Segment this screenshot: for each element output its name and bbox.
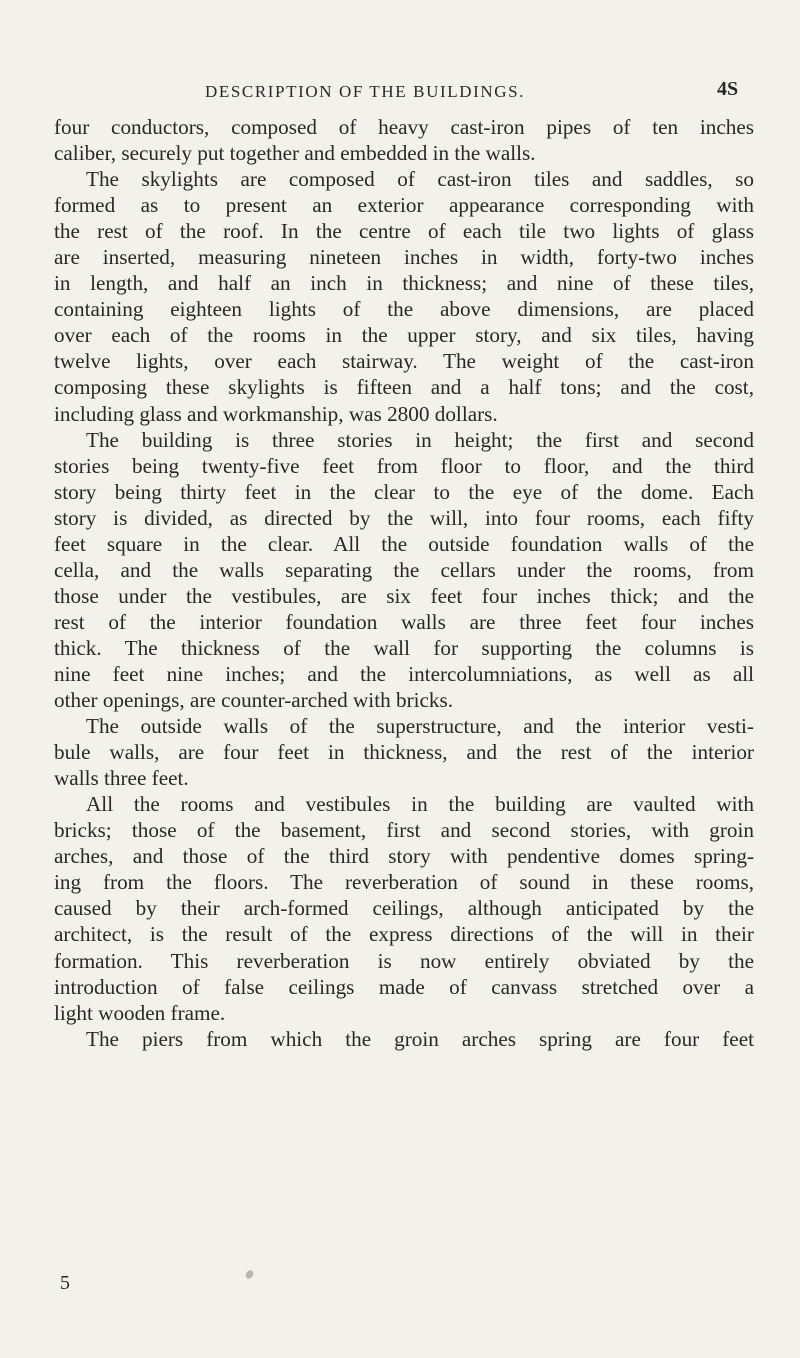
- text-line: thick. The thickness of the wall for supporting the columns is: [54, 635, 754, 660]
- text-line: walls three feet.: [54, 766, 189, 791]
- text-line: formation. This reverberation is now entirely obviated by the: [54, 948, 754, 973]
- body-text: [54, 114, 754, 1052]
- text-line: stories being twenty-five feet from floor to floor, and the third: [54, 453, 754, 478]
- text-line: containing eighteen lights of the above dimensions, are placed: [54, 297, 754, 322]
- text-line: including glass and workmanship, was 2800 dollars.: [54, 401, 498, 426]
- text-line: ing from the floors. The reverberation of sound in these rooms,: [54, 870, 754, 895]
- text-line: the rest of the roof. In the centre of each tile two lights of glass: [54, 219, 754, 244]
- page-number: 4S: [717, 78, 739, 100]
- text-line: All the rooms and vestibules in the building are vaulted with: [86, 792, 754, 817]
- text-line: bule walls, are four feet in thickness, and the rest of the interior: [54, 740, 754, 765]
- text-line: architect, is the result of the express directions of the will in their: [54, 922, 754, 947]
- text-line: over each of the rooms in the upper story, and six tiles, having: [54, 323, 754, 348]
- text-line: rest of the interior foundation walls are three feet four inches: [54, 609, 754, 634]
- text-line: nine feet nine inches; and the intercolumniations, as well as all: [54, 661, 754, 686]
- text-line: caliber, securely put together and embedded in the walls.: [54, 141, 536, 166]
- text-line: light wooden frame.: [54, 1000, 226, 1025]
- running-title: DESCRIPTION OF THE BUILDINGS.: [205, 82, 525, 101]
- text-line: composing these skylights is fifteen and a half tons; and the cost,: [54, 375, 754, 400]
- signature-mark: 5: [60, 1272, 70, 1294]
- text-line: cella, and the walls separating the cellars under the rooms, from: [54, 557, 754, 582]
- text-line: story being thirty feet in the clear to the eye of the dome. Each: [54, 479, 754, 504]
- text-line: four conductors, composed of heavy cast-iron pipes of ten inches: [54, 115, 754, 139]
- running-head: [0, 78, 800, 112]
- text-line: story is divided, as directed by the will, into four rooms, each fifty: [54, 505, 754, 530]
- text-line: in length, and half an inch in thickness; and nine of these tiles,: [54, 271, 754, 296]
- text-line: arches, and those of the third story with pendentive domes spring-: [54, 844, 754, 869]
- text-line: The skylights are composed of cast-iron tiles and saddles, so: [86, 167, 754, 192]
- text-line: formed as to present an exterior appearance corresponding with: [54, 193, 754, 218]
- text-line: The outside walls of the superstructure, and the interior vesti-: [86, 714, 754, 739]
- text-line: those under the vestibules, are six feet four inches thick; and the: [54, 583, 754, 608]
- text-line: twelve lights, over each stairway. The weight of the cast-iron: [54, 349, 754, 374]
- text-line: feet square in the clear. All the outside foundation walls of the: [54, 531, 754, 556]
- text-line: The piers from which the groin arches spring are four feet: [86, 1026, 754, 1051]
- text-line: bricks; those of the basement, first and second stories, with groin: [54, 818, 754, 843]
- text-line: The building is three stories in height; the first and second: [86, 427, 754, 452]
- text-line: are inserted, measuring nineteen inches in width, forty-two inches: [54, 245, 754, 270]
- text-line: other openings, are counter-arched with bricks.: [54, 688, 454, 713]
- ink-smudge: [244, 1269, 255, 1280]
- text-line: caused by their arch-formed ceilings, although anticipated by the: [54, 896, 754, 921]
- text-line: introduction of false ceilings made of canvass stretched over a: [54, 974, 754, 999]
